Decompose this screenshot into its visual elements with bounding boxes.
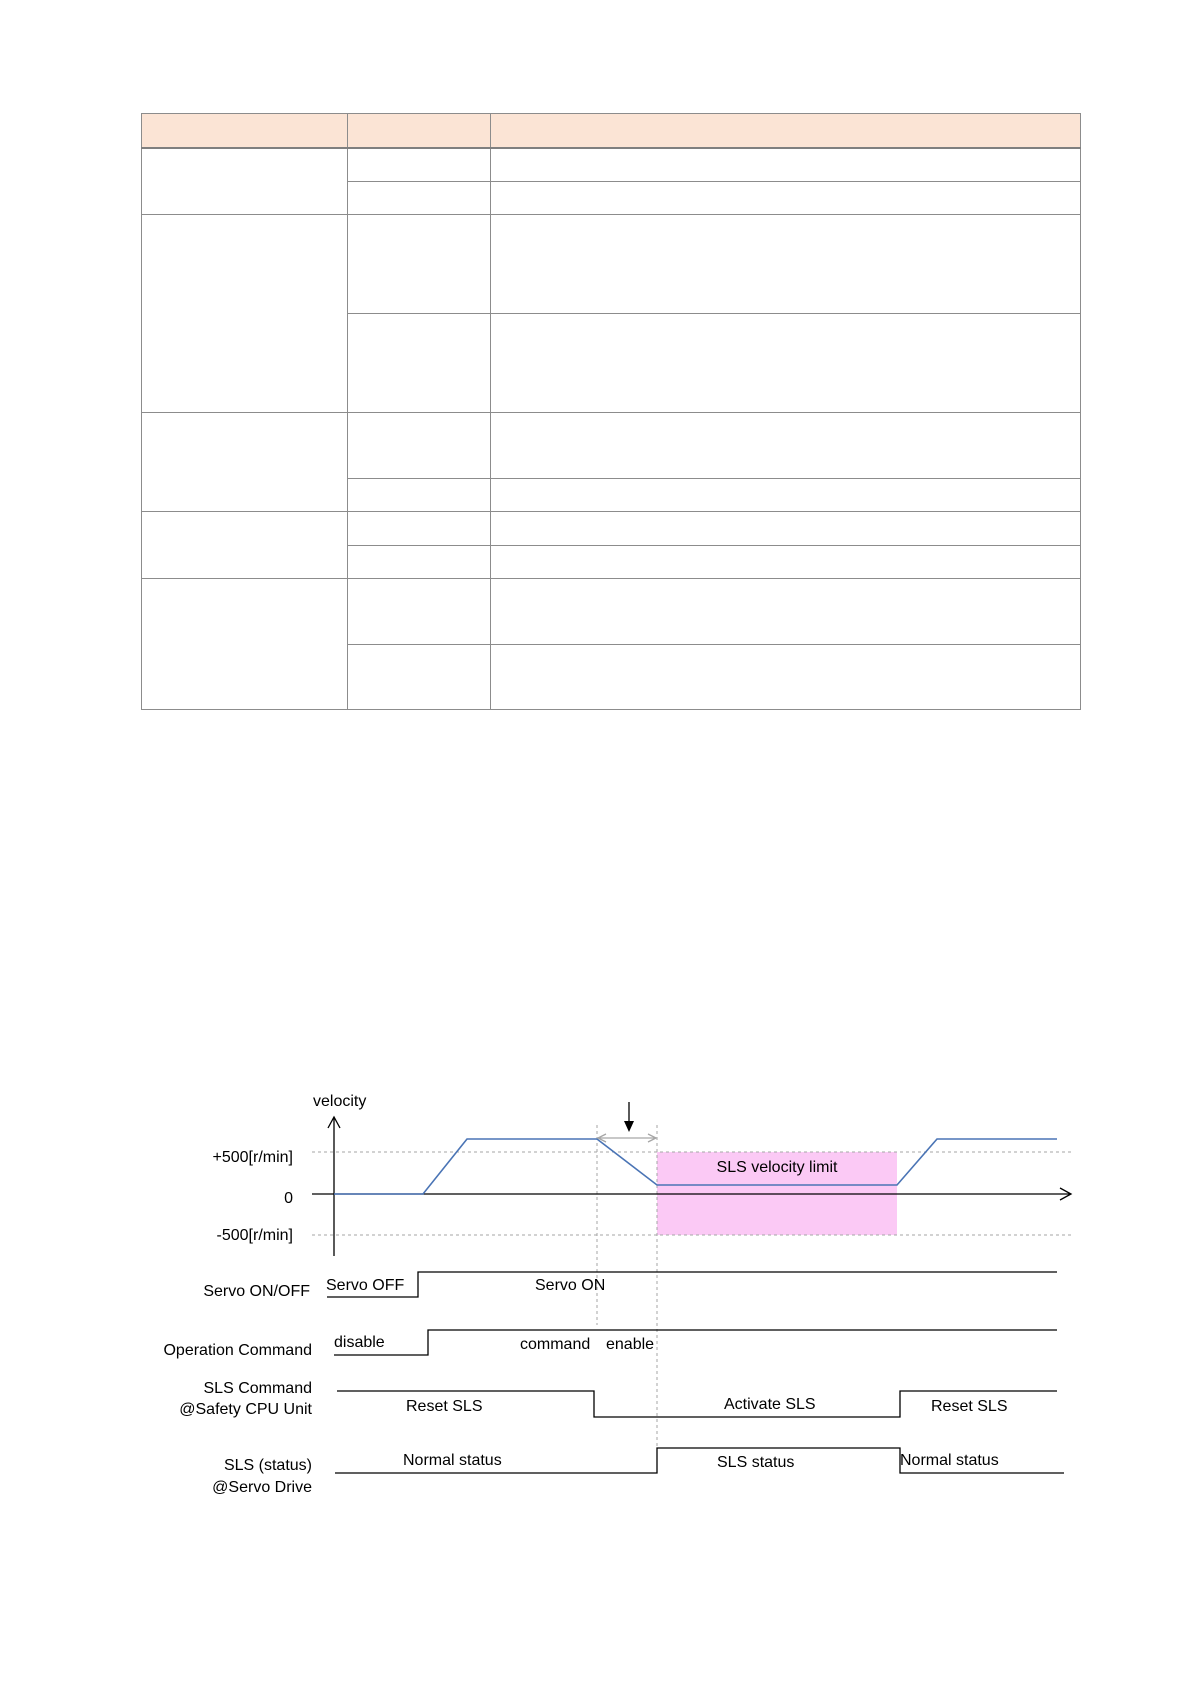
header-cell — [348, 114, 491, 149]
parameter-table — [141, 113, 1081, 710]
signal-name-sls-status: SLS (status) — [223, 1457, 312, 1474]
table-cell — [348, 644, 491, 709]
header-cell — [142, 114, 348, 149]
signal-name-sls-command: SLS Command — [203, 1380, 312, 1397]
y-axis-label: velocity — [313, 1093, 367, 1110]
sls-timing-diagram — [0, 1070, 1191, 1510]
signal-name-sls-status-sub: @Servo Drive — [212, 1479, 312, 1496]
disable-label: disable — [334, 1334, 385, 1351]
table-cell — [491, 181, 1081, 214]
table-row — [142, 413, 1081, 478]
table-cell — [491, 478, 1081, 511]
activate-sls-label: Activate SLS — [724, 1396, 816, 1413]
servo-off-label: Servo OFF — [326, 1277, 405, 1294]
signal-name-operation-command: Operation Command — [163, 1342, 312, 1359]
plus-500-label: +500[r/min] — [212, 1149, 293, 1166]
table-cell — [348, 214, 491, 313]
table-cell — [348, 313, 491, 413]
table-row — [142, 148, 1081, 181]
normal-status-label: Normal status — [900, 1452, 999, 1469]
enable-label: enable — [606, 1336, 655, 1353]
table-cell — [142, 413, 348, 512]
table-cell — [491, 214, 1081, 313]
table-cell — [348, 413, 491, 478]
table-cell — [491, 644, 1081, 709]
reset-sls-label: Reset SLS — [406, 1398, 483, 1415]
table-cell — [142, 148, 348, 214]
table-cell — [491, 313, 1081, 413]
table-cell — [491, 413, 1081, 478]
table-cell — [491, 579, 1081, 644]
normal-status-label: Normal status — [403, 1452, 502, 1469]
table-header-row — [142, 114, 1081, 149]
table-cell — [142, 214, 348, 412]
table-cell — [348, 148, 491, 181]
command-label: command — [520, 1336, 591, 1353]
table-cell — [142, 579, 348, 710]
table-cell — [491, 148, 1081, 181]
table-row — [142, 579, 1081, 644]
table-cell — [348, 181, 491, 214]
table-cell — [348, 511, 491, 545]
table-row — [142, 214, 1081, 313]
signal-name-sls-command-sub: @Safety CPU Unit — [179, 1401, 312, 1418]
table-cell — [348, 478, 491, 511]
zero-label: 0 — [284, 1190, 293, 1207]
servo-on-label: Servo ON — [535, 1277, 606, 1294]
minus-500-label: -500[r/min] — [216, 1227, 293, 1244]
servo-signal-line — [327, 1272, 1057, 1297]
table-row — [142, 511, 1081, 545]
table-cell — [142, 511, 348, 578]
table-cell — [491, 545, 1081, 578]
reset-sls-label: Reset SLS — [931, 1398, 1008, 1415]
sls-band-label: SLS velocity limit — [716, 1159, 838, 1176]
table-cell — [348, 579, 491, 644]
table-cell — [348, 545, 491, 578]
operation-command-signal-line — [334, 1330, 1057, 1355]
delay-arrow-icon — [624, 1121, 634, 1132]
signal-name-servo: Servo ON/OFF — [203, 1283, 310, 1300]
header-cell — [491, 114, 1081, 149]
sls-status-label: SLS status — [717, 1454, 795, 1471]
table-cell — [491, 511, 1081, 545]
